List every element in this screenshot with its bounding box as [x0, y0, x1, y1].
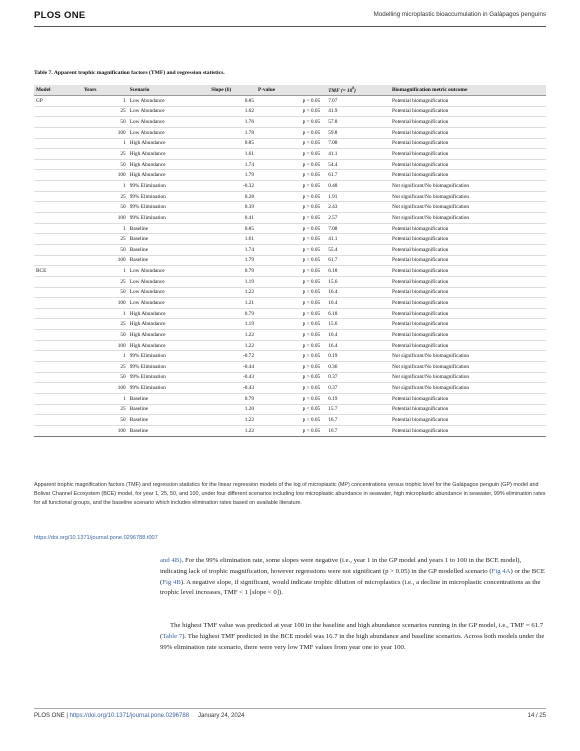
cell-scenario: Baseline	[128, 234, 210, 245]
cell-tmf: 61.7	[322, 255, 390, 266]
cell-outcome: Potential biomagnification	[390, 308, 546, 319]
cell-scenario: Baseline	[128, 255, 210, 266]
cell-slope: 1.61	[209, 149, 256, 160]
cell-outcome: Potential biomagnification	[390, 96, 546, 107]
cell-model	[34, 340, 82, 351]
body-text-run: ) or the BCE (	[160, 567, 545, 586]
cell-pvalue: p < 0.05	[256, 255, 322, 266]
table-row	[34, 383, 546, 394]
cell-scenario: Baseline	[128, 393, 210, 404]
cell-pvalue: p < 0.05	[256, 266, 322, 277]
cell-scenario: 99% Elimination	[128, 202, 210, 213]
cell-years: 100	[82, 255, 128, 266]
cell-tmf: 2.43	[322, 202, 390, 213]
cell-scenario: 99% Elimination	[128, 213, 210, 224]
col-header-pvalue: P-value	[256, 85, 322, 96]
cell-years: 25	[82, 106, 128, 117]
cell-slope: 0.85	[209, 138, 256, 149]
table-row	[34, 127, 546, 138]
cell-outcome: Not significant/No biomagnification	[390, 383, 546, 394]
cell-years: 100	[82, 340, 128, 351]
cell-outcome: Potential biomagnification	[390, 404, 546, 415]
cell-outcome: Potential biomagnification	[390, 244, 546, 255]
cell-outcome: Not significant/No biomagnification	[390, 191, 546, 202]
cell-model	[34, 106, 82, 117]
cell-model	[34, 213, 82, 224]
cell-slope: -0.43	[209, 383, 256, 394]
cell-scenario: High Abundance	[128, 159, 210, 170]
cell-years: 25	[82, 404, 128, 415]
cell-years: 25	[82, 191, 128, 202]
table-row	[34, 287, 546, 298]
cell-model	[34, 138, 82, 149]
cell-years: 1	[82, 266, 128, 277]
cell-years: 100	[82, 298, 128, 309]
cell-model	[34, 170, 82, 181]
cell-pvalue: p > 0.05	[256, 202, 322, 213]
body-text-run: The highest TMF value was predicted at year 100 in the baseline and high abundance scenarios running in the GP model, i.e., TMF = 61.7 (	[160, 622, 544, 640]
cell-outcome: Potential biomagnification	[390, 319, 546, 330]
cell-tmf: 41.1	[322, 149, 390, 160]
cell-pvalue: p > 0.05	[256, 372, 322, 383]
cell-pvalue: p < 0.05	[256, 138, 322, 149]
cell-model	[34, 330, 82, 341]
cell-pvalue: p < 0.05	[256, 425, 322, 436]
table-title: Table 7. Apparent trophic magnification factors (TMF) and regression statistics.	[34, 70, 225, 76]
cell-slope: 0.39	[209, 202, 256, 213]
cell-model	[34, 202, 82, 213]
cell-tmf: 6.18	[322, 308, 390, 319]
cell-outcome: Potential biomagnification	[390, 223, 546, 234]
table-row	[34, 106, 546, 117]
cell-pvalue: p < 0.05	[256, 149, 322, 160]
table-row	[34, 351, 546, 362]
table-body	[34, 96, 546, 437]
table-row	[34, 234, 546, 245]
cell-slope: 1.21	[209, 298, 256, 309]
cell-scenario: High Abundance	[128, 170, 210, 181]
cell-years: 25	[82, 149, 128, 160]
cell-outcome: Not significant/No biomagnification	[390, 181, 546, 192]
running-title: Modelling microplastic bioaccumulation in Galápagos penguins	[373, 11, 546, 18]
table-row	[34, 170, 546, 181]
cell-pvalue: p < 0.05	[256, 340, 322, 351]
cell-pvalue: p < 0.05	[256, 319, 322, 330]
page-header	[34, 10, 546, 24]
cell-tmf: 57.8	[322, 117, 390, 128]
cell-slope: 1.74	[209, 244, 256, 255]
table-row	[34, 191, 546, 202]
table-caption: Apparent trophic magnification factors (TMF) and regression statistics for the linear regression models of the log of microplastic (MP) concentrations versus trophic level for the Galápagos penguin (GP) model and Bolivar Channel Ecosystem (BCE) model, for year 1, 25, 50, and 100, under four different scenarios including low microplastic abundance in seawater, high microplastic abundance in seawater, 99% elimination rates for all functional groups, and the baseline scenario which includes elimination rates based on available literature.	[34, 482, 546, 507]
cell-model	[34, 415, 82, 426]
cell-pvalue: p > 0.05	[256, 383, 322, 394]
cell-scenario: Baseline	[128, 244, 210, 255]
page-footer	[34, 713, 244, 719]
cell-pvalue: p > 0.05	[256, 362, 322, 373]
cell-scenario: 99% Elimination	[128, 362, 210, 373]
results-table	[34, 85, 546, 437]
cell-model	[34, 127, 82, 138]
body-paragraph-1	[160, 556, 546, 599]
cell-years: 50	[82, 244, 128, 255]
header-divider	[34, 26, 546, 27]
table-row	[34, 266, 546, 277]
cell-tmf: 41.1	[322, 234, 390, 245]
col-header-model: Model	[34, 85, 82, 96]
cell-years: 25	[82, 276, 128, 287]
cell-pvalue: p < 0.05	[256, 308, 322, 319]
table-row	[34, 255, 546, 266]
cell-model	[34, 234, 82, 245]
cell-tmf: 7.07	[322, 96, 390, 107]
cell-scenario: 99% Elimination	[128, 383, 210, 394]
cell-scenario: 99% Elimination	[128, 372, 210, 383]
cell-outcome: Not significant/No biomagnification	[390, 362, 546, 373]
cell-outcome: Not significant/No biomagnification	[390, 213, 546, 224]
footer-journal: PLOS ONE	[34, 713, 65, 719]
cell-tmf: 0.36	[322, 362, 390, 373]
cell-slope: 0.79	[209, 393, 256, 404]
cell-model	[34, 308, 82, 319]
table-row	[34, 404, 546, 415]
cell-outcome: Potential biomagnification	[390, 340, 546, 351]
tmf-close: )	[354, 87, 356, 94]
cell-tmf: 16.7	[322, 415, 390, 426]
cell-years: 25	[82, 319, 128, 330]
cell-scenario: Baseline	[128, 425, 210, 436]
cell-outcome: Potential biomagnification	[390, 106, 546, 117]
cell-tmf: 0.19	[322, 351, 390, 362]
cell-outcome: Not significant/No biomagnification	[390, 351, 546, 362]
cell-scenario: High Abundance	[128, 138, 210, 149]
cell-slope: 1.79	[209, 170, 256, 181]
cell-model	[34, 276, 82, 287]
tmf-superscript: b	[352, 86, 355, 91]
cell-outcome: Not significant/No biomagnification	[390, 202, 546, 213]
cell-years: 1	[82, 308, 128, 319]
table-row	[34, 181, 546, 192]
cell-scenario: High Abundance	[128, 308, 210, 319]
cell-outcome: Potential biomagnification	[390, 159, 546, 170]
cell-scenario: Low Abundance	[128, 96, 210, 107]
cell-tmf: 41.9	[322, 106, 390, 117]
cell-model	[34, 298, 82, 309]
cell-tmf: 61.7	[322, 170, 390, 181]
cell-outcome: Potential biomagnification	[390, 266, 546, 277]
table-row	[34, 117, 546, 128]
cell-slope: 1.79	[209, 255, 256, 266]
cell-pvalue: p < 0.05	[256, 106, 322, 117]
cell-years: 100	[82, 425, 128, 436]
cell-tmf: 16.7	[322, 425, 390, 436]
cell-model	[34, 223, 82, 234]
cell-outcome: Potential biomagnification	[390, 234, 546, 245]
cell-years: 1	[82, 223, 128, 234]
cell-years: 1	[82, 351, 128, 362]
cell-slope: 1.61	[209, 234, 256, 245]
table-row	[34, 276, 546, 287]
table-doi-link[interactable]: https://doi.org/10.1371/journal.pone.0296788.t007	[34, 535, 158, 541]
cell-model	[34, 287, 82, 298]
footer-date: January 24, 2024	[198, 713, 245, 719]
cell-outcome: Potential biomagnification	[390, 127, 546, 138]
cell-outcome: Potential biomagnification	[390, 149, 546, 160]
cell-scenario: High Abundance	[128, 340, 210, 351]
cell-scenario: Baseline	[128, 404, 210, 415]
cell-outcome: Potential biomagnification	[390, 393, 546, 404]
table-row	[34, 298, 546, 309]
cell-slope: 0.28	[209, 191, 256, 202]
cell-scenario: Baseline	[128, 415, 210, 426]
cell-scenario: 99% Elimination	[128, 191, 210, 202]
cell-scenario: Low Abundance	[128, 106, 210, 117]
cell-years: 50	[82, 202, 128, 213]
cell-scenario: Low Abundance	[128, 287, 210, 298]
cell-pvalue: p > 0.05	[256, 351, 322, 362]
cell-slope: 1.22	[209, 415, 256, 426]
cell-pvalue: p < 0.05	[256, 298, 322, 309]
cell-tmf: 6.19	[322, 393, 390, 404]
cell-model	[34, 255, 82, 266]
cell-tmf: 7.08	[322, 138, 390, 149]
cell-outcome: Potential biomagnification	[390, 255, 546, 266]
cell-slope: 0.41	[209, 213, 256, 224]
cell-pvalue: p < 0.05	[256, 117, 322, 128]
table-row	[34, 202, 546, 213]
cell-tmf: 16.4	[322, 298, 390, 309]
cell-model	[34, 383, 82, 394]
cell-slope: 1.74	[209, 159, 256, 170]
cell-tmf: 15.6	[322, 319, 390, 330]
cell-tmf: 6.18	[322, 266, 390, 277]
inline-reference-link[interactable]: Fig 4B	[162, 578, 181, 586]
cell-outcome: Potential biomagnification	[390, 138, 546, 149]
tmf-label: TMF (= 10	[328, 87, 353, 94]
cell-pvalue: p < 0.05	[256, 287, 322, 298]
table-row	[34, 372, 546, 383]
col-header-scenario: Scenario	[128, 85, 210, 96]
table-row	[34, 213, 546, 224]
cell-years: 100	[82, 170, 128, 181]
table-row	[34, 159, 546, 170]
cell-model	[34, 404, 82, 415]
cell-scenario: 99% Elimination	[128, 181, 210, 192]
cell-slope: -0.72	[209, 351, 256, 362]
cell-model	[34, 362, 82, 373]
cell-pvalue: p < 0.05	[256, 330, 322, 341]
col-header-outcome: Biomagnification metric outcome	[390, 85, 546, 96]
cell-scenario: Low Abundance	[128, 298, 210, 309]
table-row	[34, 319, 546, 330]
cell-years: 100	[82, 127, 128, 138]
cell-pvalue: p > 0.05	[256, 181, 322, 192]
cell-tmf: 15.6	[322, 276, 390, 287]
footer-doi-link[interactable]: https://doi.org/10.1371/journal.pone.0296788	[69, 713, 190, 719]
cell-model	[34, 181, 82, 192]
cell-tmf: 16.4	[322, 340, 390, 351]
cell-slope: 1.19	[209, 276, 256, 287]
body-text-run: . For the 99% elimination rate, some slopes were negative (i.e., year 1 in the GP model and years 1 to 100 in the BCE model), indicating lack of trophic magnification, however regressions were not significant (p > 0.05) in the GP modelled scenario (	[160, 557, 522, 575]
cell-pvalue: p < 0.05	[256, 415, 322, 426]
cell-years: 50	[82, 372, 128, 383]
table-row	[34, 330, 546, 341]
cell-years: 50	[82, 330, 128, 341]
cell-outcome: Potential biomagnification	[390, 276, 546, 287]
cell-slope: 1.78	[209, 127, 256, 138]
cell-tmf: 0.37	[322, 372, 390, 383]
cell-slope: 1.19	[209, 319, 256, 330]
table-row	[34, 96, 546, 107]
cell-model	[34, 425, 82, 436]
cell-scenario: High Abundance	[128, 149, 210, 160]
cell-years: 50	[82, 287, 128, 298]
cell-tmf: 16.4	[322, 287, 390, 298]
cell-outcome: Potential biomagnification	[390, 287, 546, 298]
body-text-run: ). A negative slope, if significant, would indicate trophic dilution of microplastics (i.e., a decline in microplastic concentrations as the trophic level increases, TMF < 1 [slope < 0]).	[160, 578, 541, 597]
table-header-row	[34, 85, 546, 96]
cell-pvalue: p < 0.05	[256, 244, 322, 255]
cell-years: 25	[82, 362, 128, 373]
page-number: 14 / 25	[527, 713, 546, 719]
table-row	[34, 244, 546, 255]
cell-tmf: 55.4	[322, 244, 390, 255]
cell-slope: 0.85	[209, 96, 256, 107]
cell-slope: -0.32	[209, 181, 256, 192]
cell-outcome: Potential biomagnification	[390, 298, 546, 309]
cell-years: 1	[82, 181, 128, 192]
col-header-slope: Slope (b)	[209, 85, 256, 96]
cell-years: 100	[82, 383, 128, 394]
cell-model	[34, 319, 82, 330]
cell-tmf: 2.57	[322, 213, 390, 224]
cell-scenario: High Abundance	[128, 330, 210, 341]
cell-tmf: 7.08	[322, 223, 390, 234]
table-row	[34, 415, 546, 426]
cell-model	[34, 191, 82, 202]
cell-scenario: Baseline	[128, 223, 210, 234]
cell-tmf: 59.8	[322, 127, 390, 138]
table-row	[34, 393, 546, 404]
cell-pvalue: p > 0.05	[256, 213, 322, 224]
cell-model	[34, 117, 82, 128]
cell-tmf: 15.7	[322, 404, 390, 415]
cell-slope: 1.20	[209, 404, 256, 415]
cell-model	[34, 149, 82, 160]
cell-tmf: 1.91	[322, 191, 390, 202]
footer-separator: |	[64, 713, 70, 719]
cell-pvalue: p > 0.05	[256, 191, 322, 202]
cell-years: 1	[82, 138, 128, 149]
cell-tmf: 16.4	[322, 330, 390, 341]
cell-pvalue: p < 0.05	[256, 234, 322, 245]
cell-slope: -0.43	[209, 372, 256, 383]
table-row	[34, 308, 546, 319]
cell-model	[34, 159, 82, 170]
body-text-run: ). The highest TMF predicted in the BCE model was 16.7 in the high abundance and baseline scenarios. Across both models under the 99% elimination rate scenario, there were very low TMF values from year one to year 100.	[160, 632, 545, 651]
cell-outcome: Potential biomagnification	[390, 425, 546, 436]
cell-model: BCE	[34, 266, 82, 277]
table-row	[34, 149, 546, 160]
cell-pvalue: p < 0.05	[256, 96, 322, 107]
cell-slope: -0.44	[209, 362, 256, 373]
cell-pvalue: p < 0.05	[256, 223, 322, 234]
journal-logo: PLOS ONE	[34, 10, 86, 21]
cell-model	[34, 393, 82, 404]
cell-slope: 1.22	[209, 340, 256, 351]
cell-model	[34, 372, 82, 383]
cell-slope: 0.79	[209, 308, 256, 319]
cell-pvalue: p < 0.05	[256, 276, 322, 287]
cell-pvalue: p < 0.05	[256, 159, 322, 170]
cell-scenario: Low Abundance	[128, 266, 210, 277]
table-row	[34, 340, 546, 351]
cell-pvalue: p < 0.05	[256, 404, 322, 415]
cell-slope: 1.22	[209, 287, 256, 298]
cell-model	[34, 244, 82, 255]
cell-years: 50	[82, 117, 128, 128]
body-paragraph-2	[160, 621, 546, 653]
cell-scenario: 99% Elimination	[128, 351, 210, 362]
cell-years: 1	[82, 393, 128, 404]
cell-scenario: Low Abundance	[128, 276, 210, 287]
cell-model: GP	[34, 96, 82, 107]
cell-scenario: Low Abundance	[128, 127, 210, 138]
cell-slope: 1.22	[209, 330, 256, 341]
cell-years: 50	[82, 159, 128, 170]
inline-reference-link[interactable]: Fig 4A	[491, 567, 511, 575]
cell-outcome: Potential biomagnification	[390, 117, 546, 128]
table-row	[34, 138, 546, 149]
cell-outcome: Potential biomagnification	[390, 170, 546, 181]
cell-outcome: Not significant/No biomagnification	[390, 372, 546, 383]
cell-slope: 1.22	[209, 425, 256, 436]
cell-years: 25	[82, 234, 128, 245]
cell-slope: 0.85	[209, 223, 256, 234]
cell-scenario: High Abundance	[128, 319, 210, 330]
cell-tmf: 0.37	[322, 383, 390, 394]
cell-years: 50	[82, 415, 128, 426]
cell-slope: 0.79	[209, 266, 256, 277]
inline-reference-link[interactable]: and 4B)	[160, 557, 182, 564]
cell-outcome: Potential biomagnification	[390, 330, 546, 341]
table-row	[34, 223, 546, 234]
cell-slope: 1.62	[209, 106, 256, 117]
cell-tmf: 0.48	[322, 181, 390, 192]
cell-model	[34, 351, 82, 362]
cell-scenario: Low Abundance	[128, 117, 210, 128]
cell-slope: 1.76	[209, 117, 256, 128]
col-header-tmf	[322, 85, 390, 96]
cell-outcome: Potential biomagnification	[390, 415, 546, 426]
cell-years: 1	[82, 96, 128, 107]
cell-pvalue: p < 0.05	[256, 170, 322, 181]
cell-pvalue: p < 0.05	[256, 393, 322, 404]
cell-years: 100	[82, 213, 128, 224]
table-row	[34, 362, 546, 373]
cell-tmf: 54.4	[322, 159, 390, 170]
inline-reference-link[interactable]: Table 7	[162, 632, 183, 640]
table-row	[34, 425, 546, 436]
footer-divider	[34, 708, 546, 709]
col-header-years: Years	[82, 85, 128, 96]
cell-pvalue: p < 0.05	[256, 127, 322, 138]
